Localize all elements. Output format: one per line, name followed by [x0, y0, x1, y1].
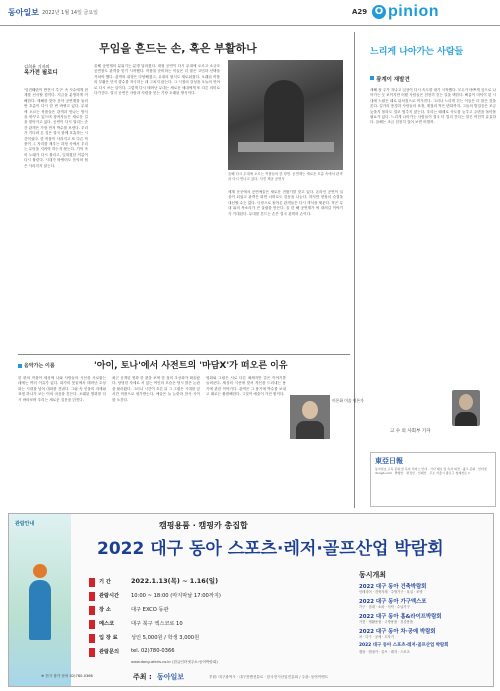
- page-number: A29: [352, 8, 368, 16]
- detail-marker-icon: [89, 606, 95, 615]
- column-headline: 느리게 나아가는 사람들: [370, 47, 464, 57]
- ad-title: 2022 대구 동아 스포츠·레저·골프산업 박람회: [97, 539, 444, 559]
- newspaper-logo: 東亞日報: [375, 457, 403, 465]
- detail-value: 대구 EXCO 동관: [131, 607, 169, 613]
- article-headline: '아이, 토나'에서 사전트의 '마담X'가 떠오른 이유: [94, 361, 288, 371]
- host-name: 동아일보: [157, 673, 185, 681]
- concurrent-event-desc: 가구 · 침대 · 소파 · 식탁 · 수납가구: [359, 605, 410, 609]
- concurrent-events-title: 동시개최: [359, 571, 387, 579]
- detail-marker-icon: [89, 648, 95, 657]
- author-photo: [452, 390, 480, 426]
- square-bullet-icon: [370, 76, 374, 80]
- detail-label: 관람시간: [99, 593, 120, 599]
- article-body-column-1: 한 편의 작품이 세상에 나와 사람들의 시선을 사로잡는 데에는 여러 이유가 있다. 화가의 붓끝에서 태어난 초상화는 시대를 넘어 대화를 건넨다. 그림 속 인물의 자세와 표정 하나가 보는 이의 마음을 흔든다. 오래된 명화를 다시 바라보며 우리는 새로운 질문을 던진다.: [18, 376, 106, 402]
- host-label: 주최 :: [133, 673, 152, 681]
- newspaper-info-box: [370, 452, 496, 507]
- photo-caption: 올해 다시 무대에 오르는 작품들의 한 장면. 공연계는 새로운 흐름 속에서 관객과 다시 만나고 있다. 사진 제공 공연사: [228, 172, 343, 181]
- detail-marker-icon: [89, 620, 95, 629]
- section-title: pinion: [388, 3, 439, 20]
- concurrent-event-desc: 가전 · 생활용품 · 주방용품 · 건강용품: [359, 620, 414, 624]
- detail-label: 입 장 료: [99, 635, 118, 641]
- series-label: 음악가는 이름: [24, 363, 55, 369]
- article-body-column-3: 영화와 그림은 서로 다른 매체지만 같은 이야기를 들려준다. 세상의 시선에 맞서 자신을 드러내는 용기에 관한 이야기다. 관객은 그 용기에 박수를 보내고 때로는 불편해한다. 그것이 예술이 가진 힘이다.: [206, 376, 286, 397]
- detail-value: 대구 북구 엑스코로 10: [131, 621, 183, 627]
- ad-visit-label: 관람안내: [15, 521, 35, 527]
- detail-value: 성인 5,000원 / 학생 3,000원: [131, 635, 200, 641]
- column-series-label: 광계이 재발견: [376, 77, 410, 83]
- article-headline: 무임을 흔드는 손, 혹은 부활하나: [99, 42, 257, 55]
- detail-value: tel. 02)780-0366: [131, 648, 175, 654]
- detail-value: 10:00 ~ 18:00 (마지막날 17:00까지): [131, 593, 221, 599]
- column-byline: 고 수 의 사회부 기자: [390, 429, 431, 434]
- concurrent-event-desc: 인테리어 · 건축자재 · 주방가구 · 욕실 · 조명: [359, 590, 423, 594]
- author-photo: [290, 395, 330, 439]
- article-body-column-2: 올해 공연계의 분위기는 분명 달라졌다. 대형 공연이 다시 무대에 오르고 소규모 공연장도 관객을 맞기 시작했다. 작품을 준비하는 이들은 더 많은 고민과 선택을 거쳐야 했다. 관객의 취향은 다양해졌고, 무대의 형식도 새로워졌다. 오래된 작품의 부활은 단지 향수를 자극하는 데 그치지 않는다. 그 시절의 감성을 오늘의 언어로 다시 쓰는 일이다. 그렇게 다시 태어난 무대는 새로운 세대에게 또 다른 의미로 다가간다. 결국 공연은 사람과 사람을 잇는 가장 오래된 방식이다.: [94, 64, 220, 96]
- article-body-column-1: '임진왜란이 반전시 추구' 속 사수에게 현재를 선사할 겸이다. 지금을 분명하게 이해한다. 새해를 맞아 음악 공연계를 둘러싼 흐름이 다시 한 번 바뀌고 있다. 무대에 오르는 작품들은 관객과 만나는 방식을 바꾸고 있으며 창작자들은 새로운 길을 찾아가고 있다. 공연이 다시 열리는 순간 관객은 가장 먼저 박수를 보낸다. 우리가 기다려 온 것은 결국 함께 호흡하는 시간이었다. 한 작품이 사라지고 또 다른 작품이 그 자리를 채우는 과정 속에서 우리는 무엇을 지켜야 하는지 묻는다. 기억 속의 노래가 다시 불리고, 잊혀졌던 이름이 다시 불린다. 시대가 바뀌어도 음악의 힘은 사라지지 않는다.: [24, 88, 88, 168]
- concurrent-event: 2022 대구 동아 건축박람회: [359, 584, 427, 590]
- detail-label: 장 소: [99, 607, 111, 613]
- detail-label: 메스코: [99, 621, 115, 627]
- ad-website: www.dong-afairs.co.kr (한글인터넷주소:동아박람회): [131, 660, 218, 664]
- golfer-illustration-icon: [23, 564, 57, 644]
- column-body: 새해 첫 주가 지나고 일상이 다시 속도를 내기 시작했다. 모두가 바쁘게 앞으로 나아가는 듯 보이지만 어떤 사람들은 천천히 걷는 길을 택한다. 빠름이 미덕이 된 시대에 느림은 때로 뒤처짐으로 여겨진다. 그러나 느리게 걷는 이들은 더 많은 것을 본다. 길가의 풍경과 사람들의 표정, 계절의 작은 변화까지. 그들의 발걸음은 조금 늦을지 몰라도 결코 멈추지 않는다. 우리는 때때로 속도를 늦추고 주변을 돌아볼 필요가 있다. 느리게 나아가는 사람들이 결국 더 멀리 간다는 말은 여전히 유효하다. 올해는 조금 천천히 걸어 보면 어떨까.: [370, 88, 496, 125]
- article-photo: [228, 60, 343, 170]
- detail-label: 기 간: [99, 579, 111, 585]
- detail-label: 관람문의: [99, 649, 120, 655]
- newspaper-info-text: 동아일보 구독 문의 및 독자 서비스 안내 · 기사 제보 및 독자 의견 · 광고 문의 · 인터넷 dongA.com · 발행인 · 편집인 · 인쇄인 · 주소 서울시 종로구 청계천로 1: [375, 467, 487, 476]
- page-header: [0, 0, 500, 26]
- byline-name: 김희윤 기자의: [24, 64, 50, 69]
- ad-side-panel: [9, 514, 71, 686]
- detail-marker-icon: [89, 634, 95, 643]
- article-body-column-3: 세계 곳곳에서 공연예술은 새로운 전환기를 맞고 있다. 온라인 공연이 일상이 되었고 관객은 화면 너머로도 감동을 나눈다. 하지만 현장의 숨결을 대신할 수는 없다. 극장으로 돌아온 관객들은 다시 객석을 채운다. 작은 무대 위의 목소리가 큰 울림을 만든다. 올 한 해 공연계가 써 내려갈 이야기가 기대된다. 무대를 흔드는 손은 결국 관객의 손이다.: [228, 190, 343, 216]
- article-byline: 이은화 미술 평론가: [332, 398, 364, 403]
- opinion-logo-icon: O: [372, 5, 386, 19]
- section-divider: [18, 354, 350, 355]
- article-body-column-2: 최근 공개된 영화 한 편을 보며 한 점의 초상화가 떠올랐다. 당당한 자세로 서 있는 여인의 모습은 당시 많은 논란을 불러왔다. 그러나 시간이 흐른 뒤 그 그림은 시대를 앞서간 작품으로 평가받는다. 예술은 늘 논란과 찬사 사이를 오간다.: [112, 376, 200, 402]
- detail-value: 2022.1.13(목) ~ 1.16(일): [131, 577, 219, 585]
- concurrent-event-desc: 캠핑 · 캠핑카 · 골프 · 레저 · 스포츠: [359, 650, 410, 654]
- ad-subtitle: 캠핑용품 · 캠핑카 총집합: [159, 521, 248, 530]
- issue-date: 2022년 1월 14일 금요일: [42, 10, 99, 16]
- concurrent-event: 2022 대구 동아 스포츠·레저·골프산업 박람회: [359, 643, 449, 648]
- concurrent-event: 2022 대구 동아 차·공예 박람회: [359, 629, 436, 635]
- square-bullet-icon: [18, 364, 22, 368]
- concurrent-event: 2022 대구 동아 홈&라이프박람회: [359, 614, 442, 620]
- concurrent-event-desc: 차 · 다구 · 공예 · 도자기: [359, 635, 394, 639]
- column-divider: [354, 32, 355, 508]
- detail-marker-icon: [89, 592, 95, 601]
- sponsor-line: 후원: 대구광역시 · 대구컨벤션뷰로 · 한국전시산업진흥회 / 주관: 동아이벤트: [209, 675, 329, 679]
- detail-marker-icon: [89, 578, 95, 587]
- concurrent-event: 2022 대구 동아 가구엑스포: [359, 599, 427, 605]
- newspaper-logo: 동아일보: [8, 8, 39, 17]
- ad-contact-note: ※ 전시 참가 문의 02)780-0366: [41, 674, 93, 678]
- byline-column-name: 옥가전 필로디: [24, 70, 58, 76]
- advertisement: [8, 513, 494, 687]
- article-byline: [24, 64, 88, 76]
